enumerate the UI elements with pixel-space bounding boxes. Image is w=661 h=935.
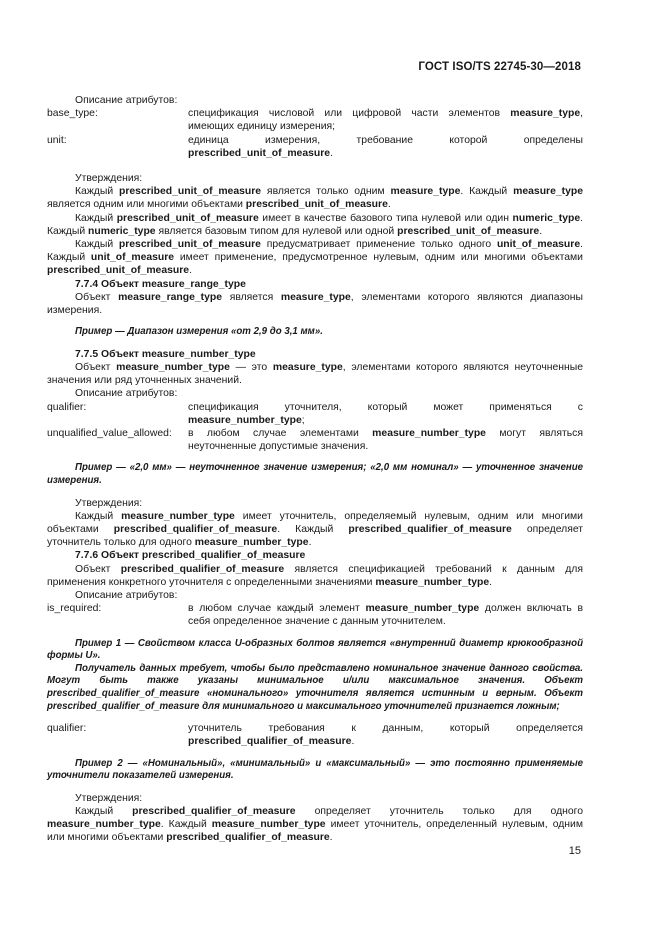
paragraph: Каждый prescribed_unit_of_measure имеет в качестве базового типа нулевой или один numeric_type. Каждый numeric_type является базовым типом для нулевой или одной prescribed_unit_of_measure. bbox=[47, 212, 583, 237]
assertions-label: Утверждения: bbox=[75, 173, 143, 185]
page-number: 15 bbox=[568, 845, 581, 857]
example-note: Пример 2 — «Номинальный», «минимальный» и «максимальный» — это постоянно применяемые уточнители показателей измерения. bbox=[47, 757, 583, 782]
standard-header: ГОСТ ISO/TS 22745-30—2018 bbox=[418, 61, 581, 73]
attribute-description: единица измерения, требование которой определены prescribed_unit_of_measure. bbox=[188, 134, 583, 159]
attribute-description: в любом случае каждый элемент measure_number_type должен включать в себя определенное значение с данным уточнителем. bbox=[188, 603, 583, 628]
attribute-term: unit: bbox=[47, 134, 67, 146]
attribute-term: is_required: bbox=[47, 603, 102, 615]
attribute-term: qualifier: bbox=[47, 723, 87, 735]
paragraph: Объект measure_number_type — это measure_type, элементами которого являются неуточненные значения или ряд уточненных значений. bbox=[47, 362, 584, 387]
example-note: Пример — Диапазон измерения «от 2,9 до 3,1 мм». bbox=[75, 326, 323, 338]
assertions-label: Утверждения: bbox=[75, 497, 143, 509]
attribute-description: спецификация числовой или цифровой части элементов measure_type, имеющих единицу измерения; bbox=[188, 108, 583, 133]
attribute-is-required bbox=[47, 602, 583, 628]
paragraph: Каждый measure_number_type имеет уточнитель, определяемый нулевым, одним или многими объектами prescribed_qualifier_of_measure. Каждый prescribed_qualifier_of_measure определяет уточнитель только для одного measure_number_type. bbox=[47, 510, 584, 549]
paragraph: Каждый prescribed_unit_of_measure предусматривает применение только одного unit_of_measure. Каждый unit_of_measure имеет применение, предусмотренное нулевым, одним или многими объектами prescribed_unit_of_measure. bbox=[47, 239, 583, 277]
paragraph: Каждый prescribed_qualifier_of_measure определяет уточнитель только для одного measure_number_type. Каждый measure_number_type имеет уточнитель, определенный нулевым, одним или многими объектами prescribed_qualifier_of_measure. bbox=[47, 806, 583, 844]
section-heading-7-7-4: 7.7.4 Объект measure_range_type bbox=[75, 278, 246, 290]
attribute-description: спецификация уточнителя, который может применяться с measure_number_type; bbox=[188, 401, 583, 426]
paragraph: Объект prescribed_qualifier_of_measure является спецификацией требований к данным для применения конкретного уточнителя с определенными значениями measure_number_type. bbox=[47, 563, 583, 588]
attributes-label: Описание атрибутов: bbox=[75, 388, 178, 400]
attribute-base-type bbox=[47, 107, 583, 133]
attributes-label: Описание атрибутов: bbox=[75, 590, 178, 602]
page-content bbox=[47, 94, 583, 845]
attribute-description: уточнитель требования к данным, который определяется prescribed_qualifier_of_measure. bbox=[188, 723, 583, 748]
attribute-unit bbox=[47, 134, 583, 160]
attribute-unqualified-value-allowed bbox=[47, 427, 583, 453]
assertions-label: Утверждения: bbox=[75, 792, 143, 804]
attribute-term: unqualified_value_allowed: bbox=[47, 428, 172, 440]
paragraph: Объект measure_range_type является measure_type, элементами которого являются диапазоны измерения. bbox=[47, 291, 583, 317]
attributes-label: Описание атрибутов: bbox=[75, 95, 178, 106]
attribute-qualifier bbox=[47, 401, 583, 427]
section-heading-7-7-5: 7.7.5 Объект measure_number_type bbox=[75, 348, 256, 360]
paragraph: Каждый prescribed_unit_of_measure является только одним measure_type. Каждый measure_type является одним или многими объектами prescribed_unit_of_measure. bbox=[47, 186, 584, 211]
attribute-term: qualifier: bbox=[47, 401, 87, 413]
example-note: Пример 1 — Свойством класса U-образных болтов является «внутренний диаметр крюкообразной формы U». bbox=[47, 637, 583, 662]
attribute-description: в любом случае элементами measure_number_type могут являться неуточненные допустимые значения. bbox=[188, 428, 583, 453]
attribute-qualifier bbox=[47, 722, 583, 748]
section-heading-7-7-6: 7.7.6 Объект prescribed_qualifier_of_measure bbox=[75, 550, 306, 562]
example-note: Пример — «2,0 мм» — неуточненное значение измерения; «2,0 мм номинал» — уточненное значение измерения. bbox=[47, 462, 583, 487]
attribute-term: base_type: bbox=[47, 108, 98, 120]
example-note: Получатель данных требует, чтобы было представлено номинальное значение данного свойства. Могут быть также указаны минимальное и/или максимальное значения. Объект prescribed_qualifier_of_measure «номинального» уточнителя является истинным и верным. Объект prescribed_qualifier_of_measure для минимального и максимального уточнителей признается ложным; bbox=[47, 662, 583, 712]
